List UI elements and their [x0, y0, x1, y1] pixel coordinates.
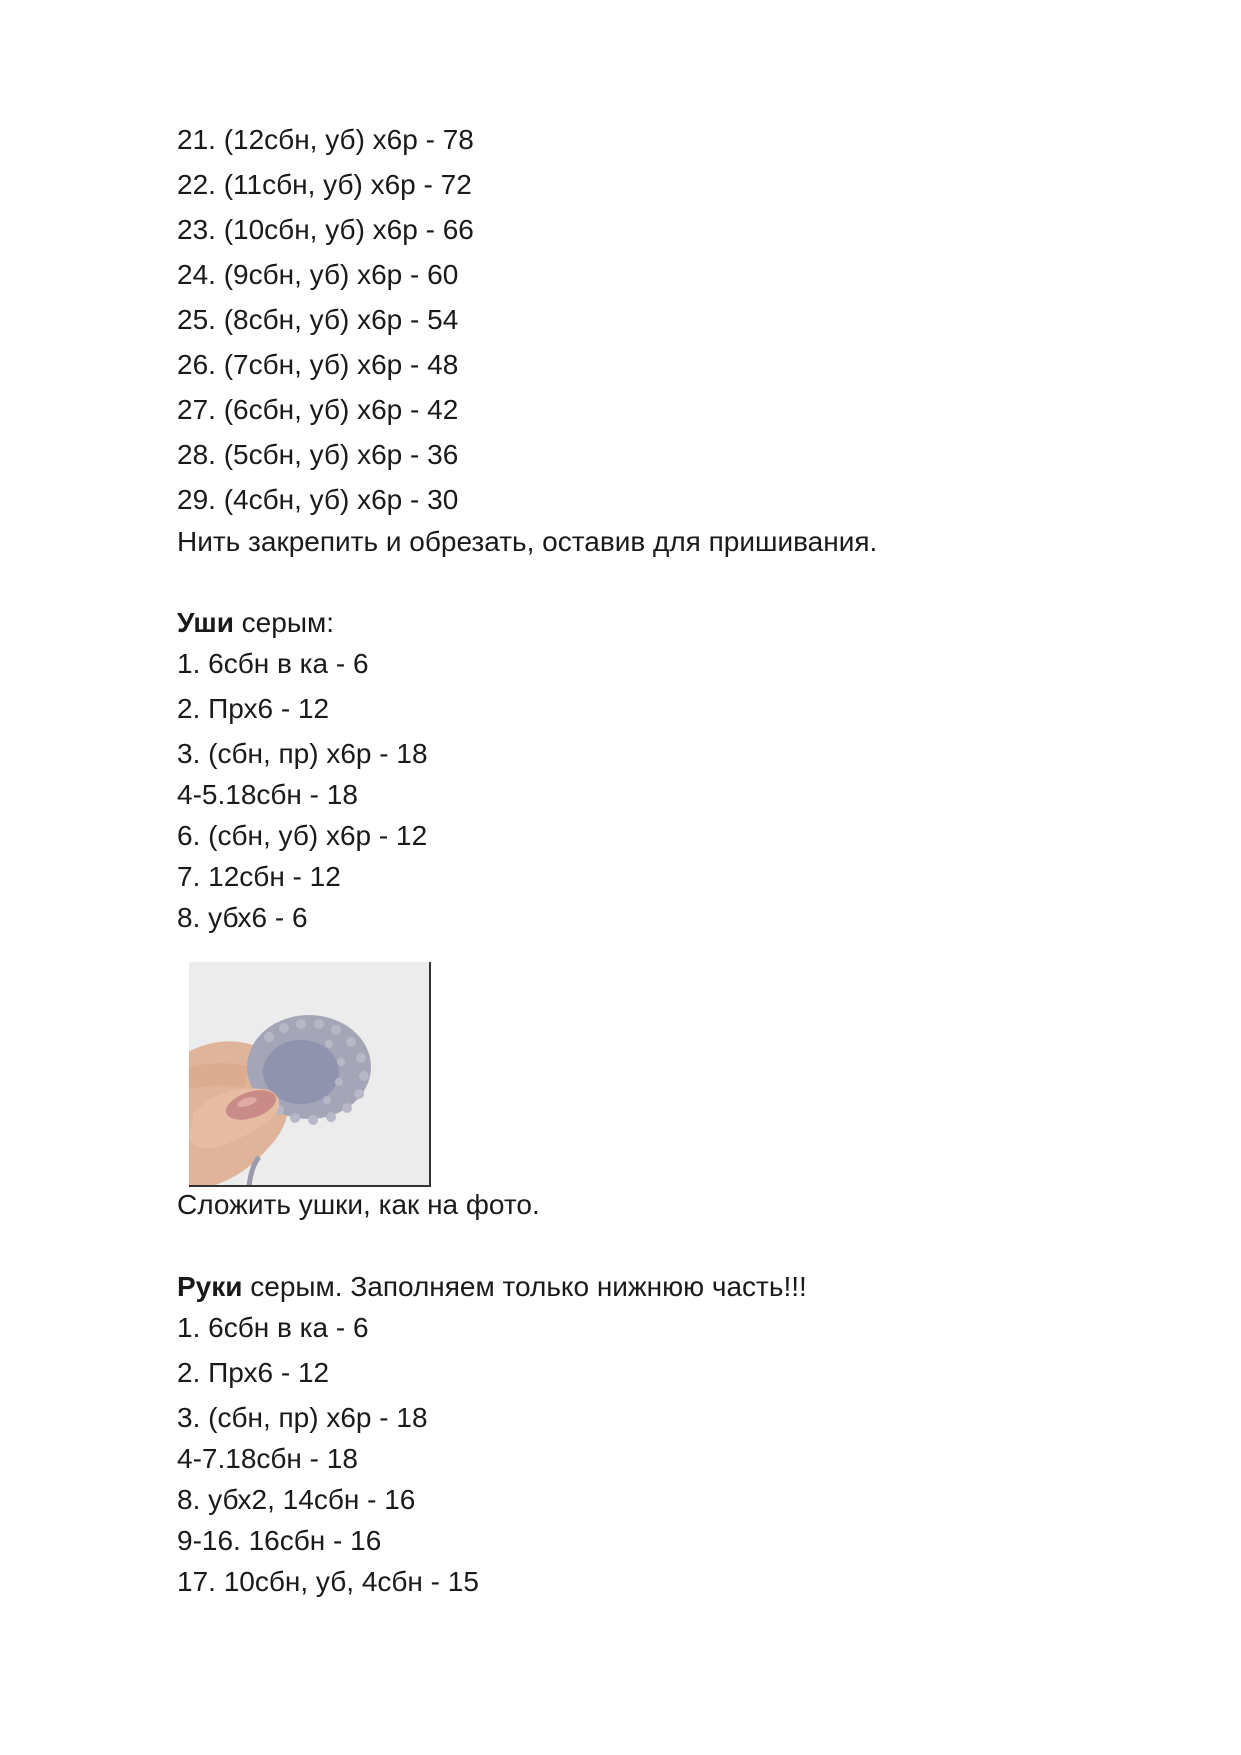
arms-round: 4-7.18сбн - 18: [177, 1443, 358, 1474]
ears-round: 2. Прх6 - 12: [177, 693, 330, 724]
round-line: 29. (4сбн, уб) х6р - 30: [177, 484, 459, 515]
ears-heading: [177, 606, 334, 640]
ear-photo-illustration: [189, 962, 431, 1187]
ears-round: 6. (сбн, уб) х6р - 12: [177, 820, 428, 851]
ears-round: 7. 12сбн - 12: [177, 861, 341, 892]
arms-title: Руки: [177, 1271, 243, 1302]
round-line: 27. (6сбн, уб) х6р - 42: [177, 394, 459, 425]
ears-round: 4-5.18сбн - 18: [177, 779, 358, 810]
arms-round: 8. убх2, 14сбн - 16: [177, 1484, 416, 1515]
arms-round: 9-16. 16сбн - 16: [177, 1525, 382, 1556]
arms-heading: [177, 1270, 807, 1304]
ears-round: 3. (сбн, пр) х6р - 18: [177, 738, 428, 769]
ears-round: 8. убх6 - 6: [177, 902, 308, 933]
round-line: 23. (10сбн, уб) х6р - 66: [177, 214, 474, 245]
round-line: 28. (5сбн, уб) х6р - 36: [177, 439, 459, 470]
ears-round: 1. 6сбн в ка - 6: [177, 648, 369, 679]
round-line: 25. (8сбн, уб) х6р - 54: [177, 304, 459, 335]
round-line: 24. (9сбн, уб) х6р - 60: [177, 259, 459, 290]
ears-caption: Сложить ушки, как на фото.: [177, 1189, 540, 1220]
arms-title-rest: серым. Заполняем только нижнюю часть!!!: [242, 1271, 807, 1302]
arms-round: 3. (сбн, пр) х6р - 18: [177, 1402, 428, 1433]
arms-round: 17. 10сбн, уб, 4сбн - 15: [177, 1566, 479, 1597]
ears-title-rest: серым:: [233, 607, 334, 638]
round-line: 26. (7сбн, уб) х6р - 48: [177, 349, 459, 380]
finish-note: Нить закрепить и обрезать, оставив для пришивания.: [177, 526, 878, 557]
ears-title: Уши: [177, 607, 234, 638]
round-line: 21. (12сбн, уб) х6р - 78: [177, 124, 474, 155]
round-line: 22. (11сбн, уб) х6р - 72: [177, 169, 472, 200]
arms-round: 1. 6сбн в ка - 6: [177, 1312, 369, 1343]
ear-photo: [189, 962, 431, 1187]
arms-round: 2. Прх6 - 12: [177, 1357, 330, 1388]
